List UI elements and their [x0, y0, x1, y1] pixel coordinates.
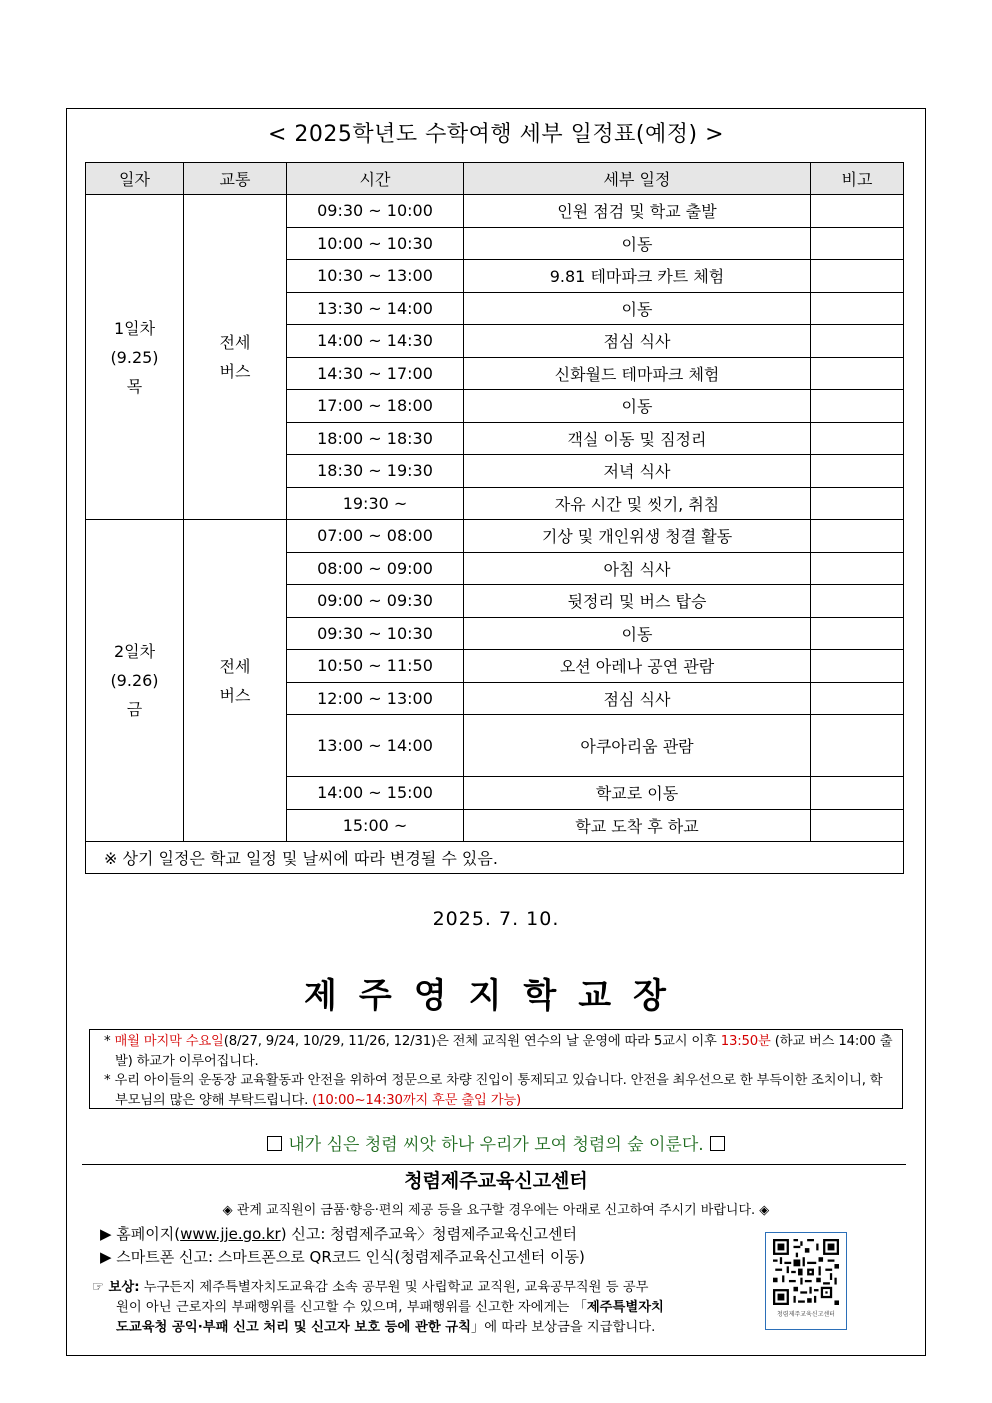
- note-cell: [811, 357, 904, 390]
- header-transport: 교통: [184, 163, 287, 195]
- time-cell: 10:30 ~ 13:00: [287, 260, 464, 293]
- day-cell: [86, 520, 184, 842]
- reward-paragraph: [92, 1278, 712, 1338]
- header-time: 시간: [287, 163, 464, 195]
- time-cell: 13:30 ~ 14:00: [287, 292, 464, 325]
- header-schedule: 세부 일정: [464, 163, 811, 195]
- page-title: < 2025학년도 수학여행 세부 일정표(예정) >: [267, 122, 725, 147]
- checkbox-icon: [710, 1136, 725, 1151]
- slogan-text: 내가 심은 청렴 씨앗 하나 우리가 모여 청렴의 숲 이룬다.: [288, 1135, 704, 1155]
- notice-text: 우리 아이들의 운동장 교육활동과 안전을 위하여 정문으로 차량 진입이 통제되고 있습니다. 안전을 최우선으로 한 부득이한 조치이니, 학부모님의 많은 양해 부탁드립니다.: [114, 1073, 883, 1108]
- integrity-slogan: [0, 1130, 992, 1155]
- note-cell: [811, 682, 904, 715]
- reward-rule-name: 제주특별자치: [586, 1300, 664, 1315]
- transport-cell: [184, 520, 287, 842]
- table-header-row: [86, 163, 904, 195]
- transport-text: 전세: [219, 656, 251, 676]
- notice-item-1: [104, 1032, 894, 1071]
- reward-line-3: [92, 1318, 712, 1338]
- time-cell: 14:00 ~ 14:30: [287, 325, 464, 358]
- schedule-cell: 점심 식사: [464, 682, 811, 715]
- time-cell: 10:00 ~ 10:30: [287, 227, 464, 260]
- day-label: 2일차: [113, 642, 156, 661]
- note-cell: [811, 715, 904, 777]
- reward-label: ☞ 보상:: [92, 1280, 140, 1295]
- day-cell: [86, 195, 184, 520]
- bullet: *: [104, 1034, 115, 1049]
- schedule-cell: 신화월드 테마파크 체험: [464, 357, 811, 390]
- qr-code[interactable]: [765, 1232, 847, 1330]
- day-date: (9.25): [110, 347, 159, 367]
- school-principal: 제주영지학교장: [304, 976, 688, 1016]
- day-date: (9.26): [110, 671, 159, 690]
- day-weekday: 금: [126, 700, 143, 719]
- reward-line-2: [92, 1298, 712, 1318]
- schedule-cell: 기상 및 개인위생 청결 활동: [464, 520, 811, 553]
- notice-highlight: 매월 마지막 수요일: [114, 1034, 224, 1049]
- schedule-cell: 이동: [464, 617, 811, 650]
- notice-highlight: 13:50분: [720, 1034, 771, 1049]
- checkbox-icon: [267, 1136, 282, 1151]
- note-cell: [811, 617, 904, 650]
- time-cell: 08:00 ~ 09:00: [287, 552, 464, 585]
- reward-text: 누구든지 제주특별자치도교육감 소속 공무원 및 사립학교 교직원, 교육공무직원 등 공무: [139, 1280, 649, 1295]
- time-cell: 10:50 ~ 11:50: [287, 650, 464, 683]
- smartphone-line: ▶ 스마트폰 신고: 스마트폰으로 QR코드 인식(청렴제주교육신고센터 이동): [100, 1248, 585, 1266]
- time-cell: 17:00 ~ 18:00: [287, 390, 464, 423]
- time-cell: 19:30 ~: [287, 487, 464, 520]
- schedule-cell: 학교로 이동: [464, 777, 811, 810]
- time-cell: 13:00 ~ 14:00: [287, 715, 464, 777]
- time-cell: 15:00 ~: [287, 809, 464, 842]
- time-cell: 07:00 ~ 08:00: [287, 520, 464, 553]
- reward-text: 원이 아닌 근로자의 부패행위를 신고할 수 있으며, 부패행위를 신고한 자에게는 「: [116, 1300, 587, 1315]
- note-cell: [811, 292, 904, 325]
- schedule-cell: 오션 아레나 공연 관람: [464, 650, 811, 683]
- header-note: 비고: [811, 163, 904, 195]
- note-cell: [811, 552, 904, 585]
- table-footnote-row: [86, 842, 904, 874]
- note-cell: [811, 325, 904, 358]
- schedule-cell: 아쿠아리움 관람: [464, 715, 811, 777]
- time-cell: 09:30 ~ 10:30: [287, 617, 464, 650]
- note-cell: [811, 195, 904, 228]
- note-cell: [811, 809, 904, 842]
- schedule-cell: 자유 시간 및 씻기, 취침: [464, 487, 811, 520]
- time-cell: 18:00 ~ 18:30: [287, 422, 464, 455]
- schedule-cell: 9.81 테마파크 카트 체험: [464, 260, 811, 293]
- time-cell: 18:30 ~ 19:30: [287, 455, 464, 488]
- homepage-suffix: ) 신고: 청렴제주교육〉청렴제주교육신고센터: [280, 1225, 577, 1243]
- divider: [82, 1164, 906, 1165]
- notice-item-2: [104, 1071, 894, 1110]
- note-cell: [811, 455, 904, 488]
- schedule-cell: 이동: [464, 292, 811, 325]
- note-cell: [811, 390, 904, 423]
- time-cell: 09:00 ~ 09:30: [287, 585, 464, 618]
- note-cell: [811, 777, 904, 810]
- transport-cell: [184, 195, 287, 520]
- report-center-subtitle: ◈ 관계 교직원이 금품·향응·편의 제공 등을 요구할 경우에는 아래로 신고하여 주시기 바랍니다. ◈: [222, 1203, 770, 1218]
- note-cell: [811, 650, 904, 683]
- notice-text: (8/27, 9/24, 10/29, 11/26, 12/31)은 전체 교직원 연수의 날 운영에 따라 5교시 이후: [223, 1034, 721, 1049]
- notice-box: [89, 1029, 903, 1109]
- schedule-body: [86, 195, 904, 874]
- transport-text: 버스: [219, 362, 251, 381]
- table-row: [86, 520, 904, 553]
- note-cell: [811, 422, 904, 455]
- homepage-line: [100, 1223, 577, 1244]
- schedule-cell: 아침 식사: [464, 552, 811, 585]
- notice-text: (하교 버스 14:00 출발) 하교가 이루어집니다.: [115, 1034, 893, 1069]
- schedule-table: [85, 162, 904, 874]
- schedule-cell: 객실 이동 및 짐정리: [464, 422, 811, 455]
- qr-caption: 청렴제주교육신고센터: [777, 1311, 835, 1318]
- time-cell: 09:30 ~ 10:00: [287, 195, 464, 228]
- header-day: 일자: [86, 163, 184, 195]
- note-cell: [811, 585, 904, 618]
- time-cell: 12:00 ~ 13:00: [287, 682, 464, 715]
- schedule-cell: 인원 점검 및 학교 출발: [464, 195, 811, 228]
- document-date: 2025. 7. 10.: [432, 908, 560, 930]
- day-weekday: 목: [126, 376, 143, 396]
- note-cell: [811, 487, 904, 520]
- day-label: 1일차: [113, 318, 156, 338]
- qr-code-icon: [773, 1239, 839, 1305]
- schedule-cell: 이동: [464, 227, 811, 260]
- time-cell: 14:30 ~ 17:00: [287, 357, 464, 390]
- schedule-cell: 저녁 식사: [464, 455, 811, 488]
- note-cell: [811, 520, 904, 553]
- time-cell: 14:00 ~ 15:00: [287, 777, 464, 810]
- transport-text: 전세: [219, 333, 251, 352]
- bullet: *: [104, 1073, 115, 1088]
- table-footnote: ※ 상기 일정은 학교 일정 및 날씨에 따라 변경될 수 있음.: [86, 842, 904, 874]
- schedule-cell: 학교 도착 후 하교: [464, 809, 811, 842]
- schedule-cell: 뒷정리 및 버스 탑승: [464, 585, 811, 618]
- schedule-cell: 점심 식사: [464, 325, 811, 358]
- homepage-link[interactable]: www.jje.go.kr: [180, 1225, 281, 1243]
- table-row: [86, 195, 904, 228]
- schedule-cell: 이동: [464, 390, 811, 423]
- transport-text: 버스: [219, 685, 251, 705]
- note-cell: [811, 227, 904, 260]
- notice-highlight: (10:00~14:30까지 후문 출입 가능): [312, 1092, 521, 1108]
- reward-rule-name: 도교육청 공익·부패 신고 처리 및 신고자 보호 등에 관한 규칙: [116, 1320, 471, 1335]
- note-cell: [811, 260, 904, 293]
- homepage-prefix: ▶ 홈페이지(: [100, 1225, 181, 1243]
- reward-line-1: [92, 1278, 712, 1298]
- report-center-title: 청렴제주교육신고센터: [404, 1170, 588, 1192]
- reward-text: 」에 따라 보상금을 지급합니다.: [471, 1320, 656, 1335]
